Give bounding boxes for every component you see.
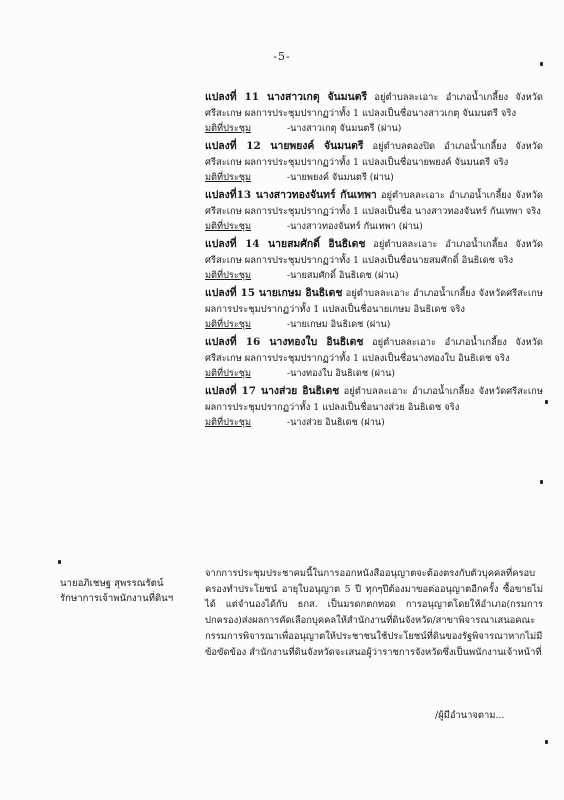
resolution-label: มติที่ประชุม bbox=[205, 368, 252, 379]
resolution-line bbox=[205, 317, 543, 333]
parcel-entry bbox=[205, 188, 543, 235]
scan-speck bbox=[545, 740, 548, 744]
parcel-entry bbox=[205, 139, 543, 186]
parcel-heading: แปลงที่ 14 นายสมศักดิ์ อินธิเดช bbox=[205, 238, 366, 250]
parcel-text bbox=[205, 90, 543, 121]
resolution-line bbox=[205, 219, 543, 235]
scan-speck bbox=[540, 62, 543, 66]
page-number: -5- bbox=[273, 50, 291, 63]
resolution-line bbox=[205, 268, 543, 284]
resolution-line bbox=[205, 170, 543, 186]
resolution-value: -นายเกษม อินธิเดช (ผ่าน) bbox=[287, 319, 391, 330]
parcel-entry bbox=[205, 335, 543, 382]
parcel-body: อยู่ตำบลละเอาะ อำเภอน้ำเกลี้ยง จังหวัดศรีสะเกษ ผลการประชุมปรากฏว่าทั้ง 1 แปลงเป็นชื่อ นางสาวทองจันทร์ กันเทพา จริง bbox=[205, 190, 543, 217]
discussion-paragraph: จากการประชุมประชาคมนี้ในการออกหนังสืออนุญาตจะต้องตรงกับตัวบุคคลที่ครอบครองทำประโยชน์ อายุใบอนุญาต 5 ปี ทุกๆปีต้องมาขอต่ออนุญาตอีกครั้ง ซื้อขายไม่ได้ แต่จำนองได้กับ ธกส. เป็นมรดกตกทอด การอนุญาตโดยให้อำเภอ(กรมการปกครอง)ส่งผลการคัดเลือกบุคคลให้สำนักงานที่ดินจังหวัด/สาขาพิจารณาเสนอคณะกรรมการพิจารณาเพื่ออนุญาตให้ประชาชนใช้ประโยชน์ที่ดินของรัฐพิจารณาหากไม่มีข้อขัดข้อง สำนักงานที่ดินจังหวัดจะเสนอผู้ว่าราชการจังหวัดซึ่งเป็นพนักงานเจ้าหน้าที่ bbox=[205, 568, 543, 658]
parcel-heading: แปลงที่ 16 นางทองใบ อินธิเดช bbox=[205, 336, 364, 348]
parcel-body: อยู่ตำบลละเอาะ อำเภอน้ำเกลี้ยง จังหวัดศรีสะเกษ ผลการประชุมปรากฏว่าทั้ง 1 แปลงเป็นชื่อนางส่วย อินธิเดช จริง bbox=[205, 386, 543, 413]
parcel-body: อยู่ตำบลละเอาะ อำเภอน้ำเกลี้ยง จังหวัดศรีสะเกษ ผลการประชุมปรากฏว่าทั้ง 1 แปลงเป็นชื่อนายสมศักดิ์ อินธิเดช จริง bbox=[205, 239, 543, 266]
parcel-heading: แปลงที่ 11 นางสาวเกตุ จันมนตรี bbox=[205, 91, 368, 103]
parcel-heading: แปลงที่ 12 นายพยงค์ จันมนตรี bbox=[205, 140, 364, 152]
parcel-text bbox=[205, 384, 543, 415]
resolution-label: มติที่ประชุม bbox=[205, 417, 252, 428]
parcel-entry bbox=[205, 90, 543, 137]
resolution-value: -นางสาวเกตุ จันมนตรี (ผ่าน) bbox=[287, 123, 402, 134]
resolution-value: -นายพยงค์ จันมนตรี (ผ่าน) bbox=[287, 172, 394, 183]
parcel-list bbox=[205, 90, 543, 433]
parcel-text bbox=[205, 237, 543, 268]
parcel-body: อยู่ตำบลละเอาะ อำเภอน้ำเกลี้ยง จังหวัดศรีสะเกษ ผลการประชุมปรากฏว่าทั้ง 1 แปลงเป็นชื่อนางสาวเกตุ จันมนตรี จริง bbox=[205, 92, 543, 119]
speaker-position: รักษาการเจ้าพนักงานที่ดินฯ bbox=[60, 593, 174, 604]
parcel-entry bbox=[205, 286, 543, 333]
parcel-entry bbox=[205, 237, 543, 284]
parcel-text bbox=[205, 335, 543, 366]
continuation-marker: /ผู้มีอำนาจตาม... bbox=[435, 710, 505, 721]
resolution-label: มติที่ประชุม bbox=[205, 172, 252, 183]
parcel-entry bbox=[205, 384, 543, 431]
parcel-heading: แปลงที่13 นางสาวทองจันทร์ กันเทพา bbox=[205, 189, 377, 201]
parcel-text bbox=[205, 188, 543, 219]
scan-speck bbox=[58, 560, 61, 564]
resolution-line bbox=[205, 415, 543, 431]
parcel-heading: แปลงที่ 15 นายเกษม อินธิเดช bbox=[205, 287, 343, 299]
parcel-text bbox=[205, 139, 543, 170]
resolution-line bbox=[205, 121, 543, 137]
resolution-value: -นางสาวทองจันทร์ กันเทพา (ผ่าน) bbox=[287, 221, 423, 232]
parcel-body: อยู่ตำบลละเอาะ อำเภอน้ำเกลี้ยง จังหวัดศรีสะเกษ ผลการประชุมปรากฏว่าทั้ง 1 แปลงเป็นชื่อนายเกษม อินธิเดช จริง bbox=[205, 288, 543, 315]
resolution-label: มติที่ประชุม bbox=[205, 221, 252, 232]
resolution-label: มติที่ประชุม bbox=[205, 270, 252, 281]
speaker-note bbox=[60, 576, 210, 606]
scan-speck bbox=[545, 400, 548, 404]
scan-speck bbox=[540, 480, 543, 484]
parcel-text bbox=[205, 286, 543, 317]
resolution-value: -นางส่วย อินธิเดช (ผ่าน) bbox=[287, 417, 385, 428]
resolution-value: -นายสมศักดิ์ อินธิเดช (ผ่าน) bbox=[287, 270, 399, 281]
parcel-body: อยู่ตำบลตองปิด อำเภอน้ำเกลี้ยง จังหวัดศรีสะเกษ ผลการประชุมปรากฏว่าทั้ง 1 แปลงเป็นชื่อนายพยงค์ จันมนตรี จริง bbox=[205, 141, 543, 168]
resolution-label: มติที่ประชุม bbox=[205, 319, 252, 330]
parcel-body: อยู่ตำบลละเอาะ อำเภอน้ำเกลี้ยง จังหวัดศรีสะเกษ ผลการประชุมปรากฏว่าทั้ง 1 แปลงเป็นชื่อนางทองใบ อินธิเดช จริง bbox=[205, 337, 543, 364]
resolution-value: -นางทองใบ อินธิเดช (ผ่าน) bbox=[287, 368, 395, 379]
resolution-label: มติที่ประชุม bbox=[205, 123, 252, 134]
parcel-heading: แปลงที่ 17 นางส่วย อินธิเดช bbox=[205, 385, 340, 397]
speaker-name: นายอภิเชษฐ สุพรรณรัตน์ bbox=[60, 578, 164, 589]
resolution-line bbox=[205, 366, 543, 382]
